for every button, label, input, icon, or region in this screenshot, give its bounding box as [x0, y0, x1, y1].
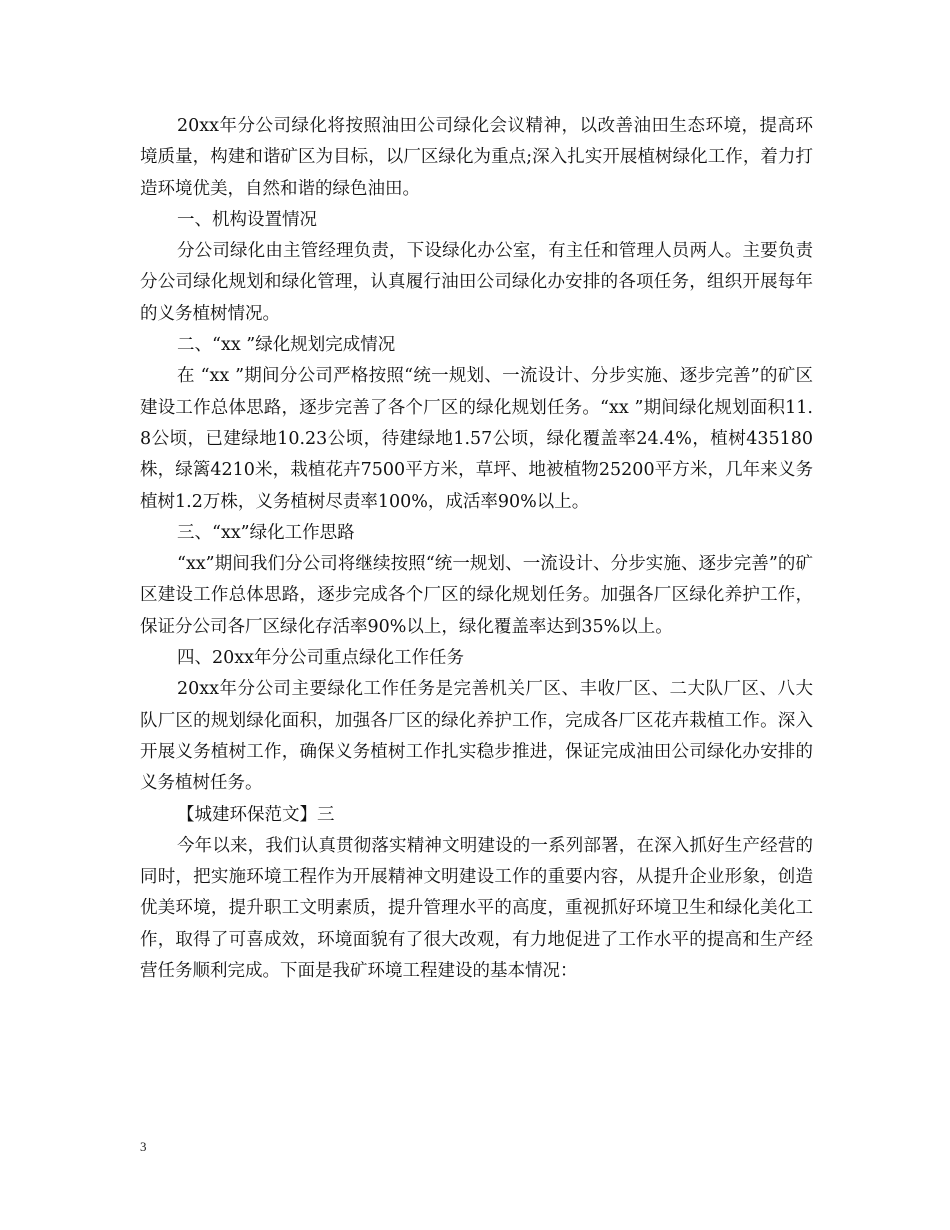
heading-organization: 一、机构设置情况	[177, 209, 317, 230]
heading-plan-completion: 二、“xx ”绿化规划完成情况	[177, 335, 396, 356]
paragraph-work-ideas: “xx”期间我们分公司将继续按照“统一规划、一流设计、分步实施、逐步完善”的矿区建设工作总体思路，逐步完成各个厂区的绿化规划任务。加强各厂区绿化养护工作，保证分公司各厂区绿化存活率90%以上，绿化覆盖率达到35%以上。	[140, 554, 813, 637]
paragraph-intro: 20xx年分公司绿化将按照油田公司绿化会议精神，以改善油田生态环境，提高环境质量，构建和谐矿区为目标，以厂区绿化为重点;深入扎实开展植树绿化工作，着力打造环境优美，自然和谐的绿色油田。	[140, 116, 813, 199]
document-body	[140, 111, 813, 987]
paragraph-key-tasks: 20xx年分公司主要绿化工作任务是完善机关厂区、丰收厂区、二大队厂区、八大队厂区的规划绿化面积，加强各厂区的绿化养护工作，完成各厂区花卉栽植工作。深入开展义务植树工作，确保义务植树工作扎实稳步推进，保证完成油田公司绿化办安排的义务植树任务。	[140, 679, 813, 794]
paragraph-environment-project: 今年以来，我们认真贯彻落实精神文明建设的一系列部署，在深入抓好生产经营的同时，把实施环境工程作为开展精神文明建设工作的重要内容，从提升企业形象，创造优美环境，提升职工文明素质，提升管理水平的高度，重视抓好环境卫生和绿化美化工作，取得了可喜成效，环境面貌有了很大改观，有力地促进了工作水平的提高和生产经营任务顺利完成。下面是我矿环境工程建设的基本情况：	[140, 835, 813, 982]
page-number: 3	[140, 1139, 147, 1154]
paragraph-organization: 分公司绿化由主管经理负责，下设绿化办公室，有主任和管理人员两人。主要负责分公司绿化规划和绿化管理，认真履行油田公司绿化办安排的各项任务，组织开展每年的义务植树情况。	[140, 241, 813, 324]
paragraph-plan-completion: 在 “xx ”期间分公司严格按照“统一规划、一流设计、分步实施、逐步完善”的矿区建设工作总体思路，逐步完善了各个厂区的绿化规划任务。“xx ”期间绿化规划面积11.8公顷，已建绿地10.23公顷，待建绿地1.57公顷，绿化覆盖率24.4%，植树435180株，绿篱4210米，栽植花卉7500平方米，草坪、地被植物25200平方米，几年来义务植树1.2万株，义务植树尽责率100%，成活率90%以上。	[140, 366, 813, 512]
heading-key-tasks: 四、20xx年分公司重点绿化工作任务	[177, 648, 465, 669]
heading-sample-three: 【城建环保范文】三	[177, 804, 335, 825]
heading-work-ideas: 三、“xx”绿化工作思路	[177, 522, 355, 543]
